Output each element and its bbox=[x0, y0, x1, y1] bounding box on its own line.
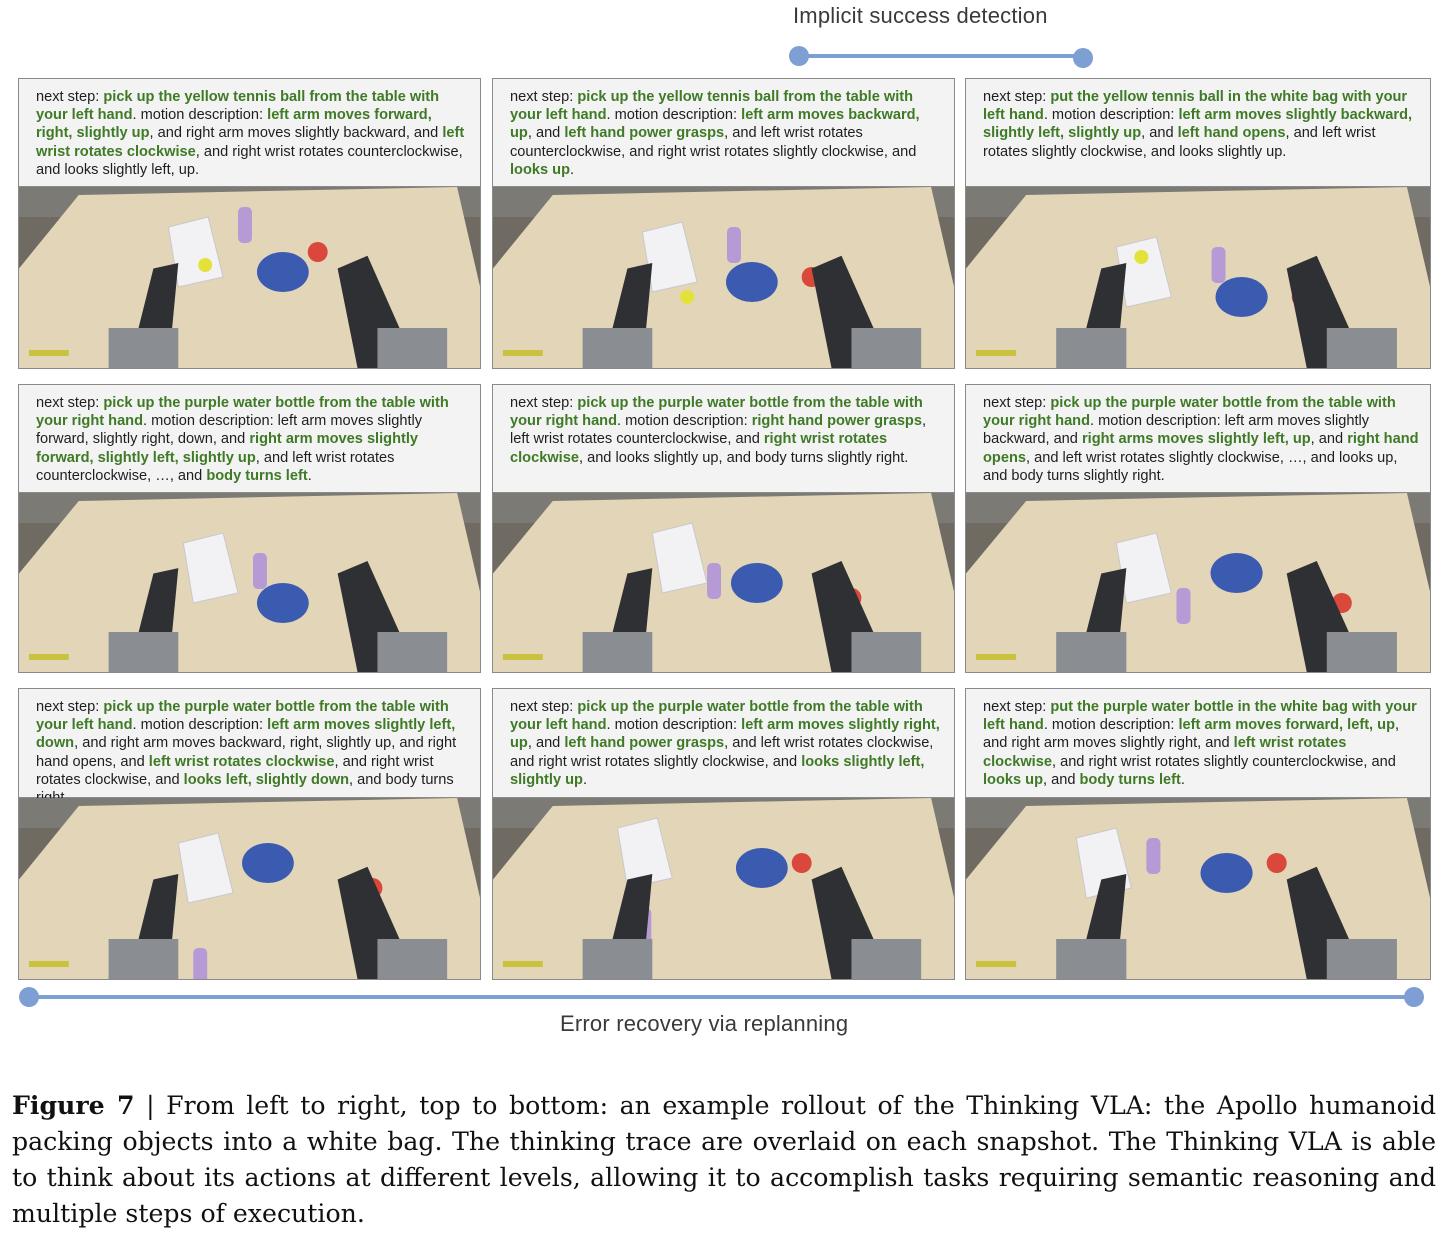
robot-base-left bbox=[109, 632, 179, 672]
robot-scene-image bbox=[493, 798, 954, 979]
plain-phrase: next step: bbox=[983, 395, 1051, 411]
robot-scene-image bbox=[19, 187, 480, 368]
rollout-panel bbox=[18, 78, 481, 369]
robot-base-right bbox=[377, 939, 447, 979]
highlighted-phrase: left arm moves slightly left, down bbox=[36, 717, 456, 752]
highlighted-phrase: pick up the purple water bottle from the table with your left hand bbox=[510, 699, 923, 734]
highlighted-phrase: looks slightly left, slightly up bbox=[510, 753, 925, 788]
plain-phrase: next step: bbox=[36, 395, 104, 411]
plain-phrase: . bbox=[582, 771, 588, 788]
plain-phrase: , and bbox=[1141, 125, 1178, 142]
robot-base-right bbox=[851, 328, 921, 368]
highlighted-phrase: left arm moves slightly right, up bbox=[510, 717, 940, 752]
robot-base-left bbox=[1056, 328, 1126, 368]
highlighted-phrase: pick up the purple water bottle from the table with your right hand bbox=[983, 395, 1396, 430]
highlighted-phrase: right hand opens bbox=[983, 431, 1419, 466]
robot-scene-image bbox=[493, 493, 954, 672]
thinking-trace-caption bbox=[966, 79, 1430, 187]
highlighted-phrase: pick up the yellow tennis ball from the table with your left hand bbox=[510, 89, 914, 124]
rollout-panel bbox=[965, 78, 1431, 369]
plain-phrase: , and left wrist rotates counterclockwise, and right wrist rotates slightly clockwise, and bbox=[510, 125, 917, 160]
robot-base-right bbox=[851, 632, 921, 672]
highlighted-phrase: left arm moves forward, right, slightly up bbox=[36, 107, 432, 142]
robot-scene-image bbox=[966, 798, 1430, 979]
purple-water-bottle bbox=[193, 948, 207, 979]
robot-base-left bbox=[1056, 632, 1126, 672]
highlighted-phrase: left hand opens bbox=[1177, 125, 1286, 142]
purple-water-bottle bbox=[707, 563, 721, 599]
plain-phrase: , and right arm moves slightly backward, and bbox=[149, 125, 443, 142]
highlighted-phrase: body turns left bbox=[1079, 771, 1181, 788]
blue-cap bbox=[726, 262, 778, 302]
robot-base-right bbox=[1327, 632, 1397, 672]
implicit-success-label: Implicit success detection bbox=[793, 3, 1048, 28]
rollout-panel bbox=[492, 78, 955, 369]
robot-base-right bbox=[1327, 939, 1397, 979]
highlighted-phrase: right wrist rotates clockwise bbox=[510, 431, 888, 466]
floor-tape bbox=[976, 654, 1016, 660]
rollout-panel bbox=[965, 384, 1431, 673]
blue-cap bbox=[1211, 553, 1263, 593]
robot-scene-image bbox=[966, 187, 1430, 368]
robot-base-left bbox=[583, 328, 653, 368]
plain-phrase: , and right wrist rotates slightly counterclockwise, and bbox=[1051, 753, 1396, 770]
snapshot-frame bbox=[19, 187, 480, 368]
blue-cap bbox=[1201, 853, 1253, 893]
highlighted-phrase: put the purple water bottle in the white bag with your left hand bbox=[983, 699, 1417, 734]
floor-tape bbox=[503, 654, 543, 660]
plain-phrase: . motion description: left arm moves slightly backward, and bbox=[983, 413, 1370, 448]
snapshot-frame bbox=[493, 493, 954, 672]
purple-water-bottle bbox=[727, 227, 741, 263]
highlighted-phrase: right arms moves slightly left, up bbox=[1081, 431, 1311, 448]
plain-phrase: . motion description: bbox=[606, 107, 742, 124]
recovery-timeline-end-dot bbox=[1404, 987, 1424, 1007]
highlighted-phrase: left arm moves forward, left, up bbox=[1178, 717, 1395, 734]
snapshot-frame bbox=[493, 798, 954, 979]
plain-phrase: , left wrist rotates counterclockwise, and bbox=[510, 413, 927, 448]
plain-phrase: . motion description: bbox=[132, 107, 268, 124]
plain-phrase: . motion description: left arm moves slightly forward, slightly right, down, and bbox=[36, 413, 423, 448]
blue-cap bbox=[242, 843, 294, 883]
floor-tape bbox=[503, 350, 543, 356]
yellow-tennis-ball bbox=[680, 290, 694, 304]
plain-phrase: , and right wrist rotates counterclockwise, and looks slightly left, up. bbox=[36, 143, 463, 178]
highlighted-phrase: body turns left bbox=[206, 467, 308, 484]
robot-scene-image bbox=[19, 798, 480, 979]
thinking-trace-caption bbox=[966, 689, 1430, 798]
plain-phrase: , and right arm moves slightly right, and bbox=[983, 717, 1400, 752]
rollout-panel bbox=[18, 384, 481, 673]
plain-phrase: . motion description: bbox=[1043, 717, 1179, 734]
success-timeline-end-dot bbox=[1073, 48, 1093, 68]
highlighted-phrase: looks up bbox=[510, 161, 570, 178]
plain-phrase: . motion description: bbox=[1043, 107, 1179, 124]
plain-phrase: . bbox=[1180, 771, 1185, 788]
snapshot-frame bbox=[19, 798, 480, 979]
highlighted-phrase: looks left, slightly down bbox=[183, 771, 350, 788]
highlighted-phrase: pick up the purple water bottle from the table with your right hand bbox=[36, 395, 449, 430]
blue-cap bbox=[257, 583, 309, 623]
thinking-trace-caption bbox=[19, 689, 480, 798]
robot-base-left bbox=[1056, 939, 1126, 979]
purple-water-bottle bbox=[238, 207, 252, 243]
plain-phrase: next step: bbox=[36, 699, 104, 715]
blue-cap bbox=[736, 848, 788, 888]
snapshot-frame bbox=[966, 187, 1430, 368]
plain-phrase: . bbox=[570, 161, 575, 178]
highlighted-phrase: left hand power grasps bbox=[564, 735, 725, 752]
plain-phrase: , and left wrist rotates clockwise, and right wrist rotates slightly clockwise, and bbox=[510, 735, 934, 770]
plain-phrase: next step: bbox=[983, 89, 1051, 105]
thinking-trace-caption bbox=[966, 385, 1430, 493]
plain-phrase: . motion description: bbox=[606, 717, 742, 734]
plain-phrase: , and body turns bbox=[349, 771, 454, 788]
plain-phrase: next step: bbox=[983, 699, 1051, 715]
floor-tape bbox=[976, 350, 1016, 356]
plain-phrase: , and left wrist rotates slightly clockwise, …, and looks up, and body turns slightly right. bbox=[983, 449, 1398, 484]
red-apple bbox=[792, 853, 812, 873]
plain-phrase: . motion description: bbox=[132, 717, 268, 734]
blue-cap bbox=[731, 563, 783, 603]
figure-caption-text: | From left to right, top to bottom: an example rollout of the Thinking VLA: the Apollo humanoid packing objects into a white bag. The thinking trace are overlaid on each snapshot. The Thinking VLA is able to think about its actions at different levels, allowing it to accomplish tasks requiring semantic reasoning and multiple steps of execution. bbox=[12, 1091, 1437, 1228]
red-apple bbox=[308, 242, 328, 262]
snapshot-frame bbox=[966, 798, 1430, 979]
robot-scene-image bbox=[966, 493, 1430, 672]
robot-scene-image bbox=[19, 493, 480, 672]
purple-water-bottle bbox=[1146, 838, 1160, 874]
snapshot-frame bbox=[966, 493, 1430, 672]
plain-phrase: next step: bbox=[510, 89, 578, 105]
floor-tape bbox=[976, 961, 1016, 967]
thinking-trace-caption bbox=[493, 385, 954, 493]
yellow-tennis-ball bbox=[198, 258, 212, 272]
plain-phrase: next step: bbox=[510, 395, 578, 411]
floor-tape bbox=[29, 350, 69, 356]
floor-tape bbox=[29, 654, 69, 660]
plain-phrase: , and right wrist rotates clockwise, and bbox=[36, 753, 434, 788]
red-apple bbox=[1267, 853, 1287, 873]
plain-phrase: , and left wrist rotates slightly clockwise, and looks slightly up. bbox=[983, 125, 1376, 160]
purple-water-bottle bbox=[253, 553, 267, 589]
highlighted-phrase: left wrist rotates clockwise bbox=[148, 753, 335, 770]
robot-base-left bbox=[109, 939, 179, 979]
error-recovery-label: Error recovery via replanning bbox=[560, 1011, 849, 1036]
rollout-panel bbox=[18, 688, 481, 980]
rollout-panel bbox=[492, 384, 955, 673]
robot-base-right bbox=[1327, 328, 1397, 368]
snapshot-frame bbox=[19, 493, 480, 672]
rollout-panel bbox=[492, 688, 955, 980]
success-timeline-start-dot bbox=[789, 46, 809, 66]
highlighted-phrase: left wrist rotates clockwise bbox=[983, 735, 1347, 770]
robot-base-left bbox=[583, 939, 653, 979]
plain-phrase: , and bbox=[1043, 771, 1080, 788]
robot-base-left bbox=[109, 328, 179, 368]
robot-scene-image bbox=[493, 187, 954, 368]
thinking-trace-caption bbox=[19, 79, 480, 187]
plain-phrase: , and right arm moves backward, right, slightly up, and right hand opens, and bbox=[36, 735, 457, 770]
figure-label: Figure 7 bbox=[12, 1090, 135, 1120]
thinking-trace-caption bbox=[493, 689, 954, 798]
plain-phrase: , and bbox=[1310, 431, 1348, 448]
highlighted-phrase: looks up bbox=[983, 771, 1043, 788]
purple-water-bottle bbox=[1176, 588, 1190, 624]
plain-phrase: . motion description: bbox=[617, 413, 752, 430]
blue-cap bbox=[257, 252, 309, 292]
rollout-panel bbox=[965, 688, 1431, 980]
plain-phrase: , and looks slightly up, and body turns slightly right. bbox=[578, 449, 909, 466]
robot-base-right bbox=[377, 632, 447, 672]
robot-base-left bbox=[583, 632, 653, 672]
recovery-timeline-start-dot bbox=[19, 987, 39, 1007]
highlighted-phrase: left hand power grasps bbox=[564, 125, 725, 142]
plain-phrase: next step: bbox=[36, 89, 104, 105]
robot-base-right bbox=[851, 939, 921, 979]
plain-phrase: , and left wrist rotates counterclockwise, …, and bbox=[36, 449, 395, 484]
highlighted-phrase: put the yellow tennis ball in the white bag with your left hand bbox=[983, 89, 1408, 124]
highlighted-phrase: pick up the yellow tennis ball from the table with your left hand bbox=[36, 89, 440, 124]
highlighted-phrase: left wrist rotates clockwise bbox=[36, 125, 465, 160]
purple-water-bottle bbox=[1212, 247, 1226, 283]
floor-tape bbox=[29, 961, 69, 967]
plain-phrase: , and bbox=[527, 125, 565, 142]
yellow-tennis-ball bbox=[1134, 250, 1148, 264]
highlighted-phrase: pick up the purple water bottle from the table with your right hand bbox=[510, 395, 923, 430]
robot-base-right bbox=[377, 328, 447, 368]
blue-cap bbox=[1216, 277, 1268, 317]
floor-tape bbox=[503, 961, 543, 967]
plain-phrase: , and bbox=[527, 735, 565, 752]
highlighted-phrase: right hand power grasps bbox=[751, 413, 922, 430]
plain-phrase: next step: bbox=[510, 699, 578, 715]
highlighted-phrase: left arm moves slightly backward, slightly left, slightly up bbox=[983, 107, 1413, 142]
highlighted-phrase: left arm moves backward, up bbox=[510, 107, 920, 142]
thinking-trace-caption bbox=[493, 79, 954, 187]
figure-caption bbox=[12, 1087, 1436, 1232]
thinking-trace-caption bbox=[19, 385, 480, 493]
highlighted-phrase: right arm moves slightly forward, slightly left, slightly up bbox=[36, 431, 419, 466]
highlighted-phrase: pick up the purple water bottle from the table with your left hand bbox=[36, 699, 449, 734]
plain-phrase: . bbox=[307, 467, 312, 484]
snapshot-frame bbox=[493, 187, 954, 368]
